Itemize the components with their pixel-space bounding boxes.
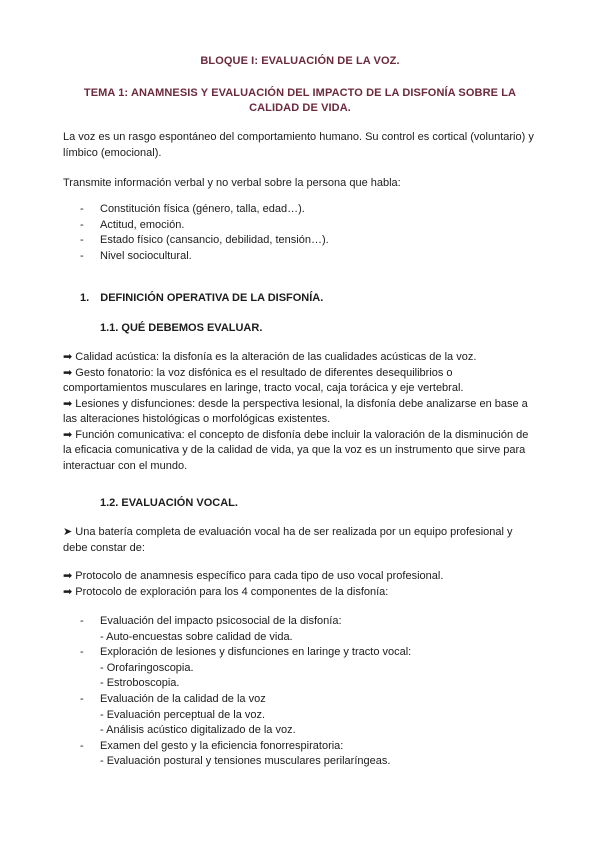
intro-p2: Transmite información verbal y no verbal sobre la persona que habla: [63, 177, 401, 189]
list-item: - Examen del gesto y la eficiencia fonorrespiratoria: - Evaluación postural y tensiones musculares perilaríngeas. [80, 739, 391, 768]
protocols-list [63, 569, 443, 600]
topic-title-line1: TEMA 1: ANAMNESIS Y EVALUACIÓN DEL IMPACTO DE LA DISFONÍA SOBRE LA [83, 87, 517, 99]
evaluate-line: ➡ Lesiones y disfunciones: desde la perspectiva lesional, la disfonía debe analizarse en base a [63, 397, 528, 410]
evaluate-list [63, 350, 528, 474]
evaluate-line: comportamientos musculares en laringe, tracto vocal, caja torácica y eje vertebral. [63, 382, 464, 394]
topic-title-line2: CALIDAD DE VIDA. [249, 102, 351, 114]
evaluate-line: ➡ Función comunicativa: el concepto de disfonía debe incluir la valoración de la disminución de [63, 428, 529, 441]
protocol-line: ➡ Protocolo de anamnesis específico para cada tipo de uso vocal profesional. [63, 570, 444, 582]
list-item: - Constitución física (género, talla, edad…). [80, 203, 305, 215]
subsection-1-2-title: 1.2. EVALUACIÓN VOCAL. [100, 497, 238, 509]
intro-p1-line2: límbico (emocional). [63, 146, 162, 159]
evaluate-line: ➡ Calidad acústica: la disfonía es la alteración de las cualidades acústicas de la voz. [63, 351, 477, 363]
list-item: - Actitud, emoción. [80, 218, 185, 231]
list-item: - Evaluación del impacto psicosocial de la disfonía: - Auto-encuestas sobre calidad de vida. [80, 615, 342, 643]
protocol-line: ➡ Protocolo de exploración para los 4 componentes de la disfonía: [63, 585, 389, 598]
block-title: BLOQUE I: EVALUACIÓN DE LA VOZ. [200, 55, 400, 67]
battery-intro: ➤ Una batería completa de evaluación vocal ha de ser realizada por un equipo profesional y debe constar de: [63, 526, 513, 554]
traits-list [80, 202, 329, 264]
evaluate-line: interactuar con el mundo. [63, 459, 188, 472]
evaluate-line: ➡ Gesto fonatorio: la voz disfónica es el resultado de diferentes desequilibrios o [63, 366, 453, 379]
section1-heading [80, 292, 323, 304]
section1-title: DEFINICIÓN OPERATIVA DE LA DISFONÍA. [100, 292, 324, 304]
list-item: - Nivel sociocultural. [80, 249, 192, 262]
list-item: - Evaluación de la calidad de la voz - Evaluación perceptual de la voz. - Análisis acústico digitalizado de la voz. [80, 692, 296, 737]
subsection-1-1-title: 1.1. QUÉ DEBEMOS EVALUAR. [100, 322, 263, 334]
list-item: - Exploración de lesiones y disfunciones en laringe y tracto vocal: - Orofaringoscopia. - Estroboscopia. [80, 646, 412, 690]
section1-number: 1. [80, 292, 90, 304]
evaluate-line: la eficacia comunicativa y de la calidad de vida, ya que la voz es un instrumento que sirve para [63, 444, 526, 456]
intro-paragraph [63, 130, 534, 161]
components-list [80, 614, 411, 770]
evaluate-line: las alteraciones histológicas o morfológicas existentes. [63, 413, 331, 425]
list-item: - Estado físico (cansancio, debilidad, tensión…). [80, 234, 329, 247]
intro-p1-line1: La voz es un rasgo espontáneo del comportamiento humano. Su control es cortical (voluntario) y [63, 131, 534, 143]
